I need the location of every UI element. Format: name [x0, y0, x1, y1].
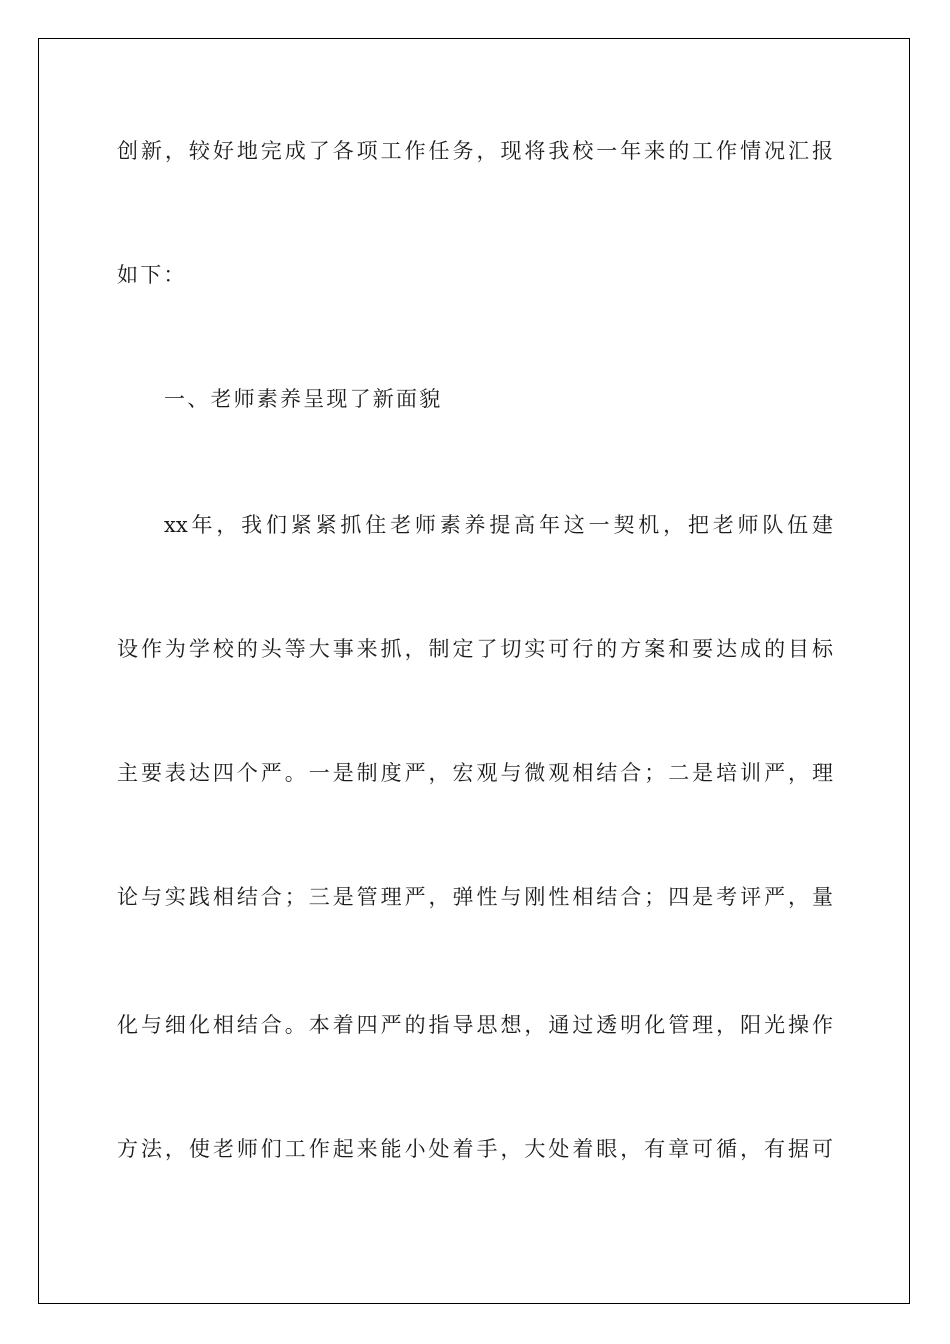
body-text-line-8: 化与细化相结合。本着四严的指导思想，通过透明化管理，阳光操作: [117, 1013, 833, 1037]
body-text-line-9: 方法，使老师们工作起来能小处着手，大处着眼，有章可循，有据可: [117, 1137, 833, 1161]
body-text-line-1: 创新，较好地完成了各项工作任务，现将我校一年来的工作情况汇报: [117, 139, 833, 163]
page-border: [38, 38, 910, 1304]
body-text-line-5: 设作为学校的头等大事来抓，制定了切实可行的方案和要达成的目标: [117, 637, 833, 661]
body-text-line-6: 主要表达四个严。一是制度严，宏观与微观相结合；二是培训严，理: [117, 761, 833, 785]
body-text-line-7: 论与实践相结合；三是管理严，弹性与刚性相结合；四是考评严，量: [117, 885, 833, 909]
body-text-line-4: xx年，我们紧紧抓住老师素养提高年这一契机，把老师队伍建: [164, 513, 833, 537]
section-heading: 一、老师素养呈现了新面貌: [164, 387, 443, 411]
body-text-line-2: 如下：: [117, 263, 187, 287]
